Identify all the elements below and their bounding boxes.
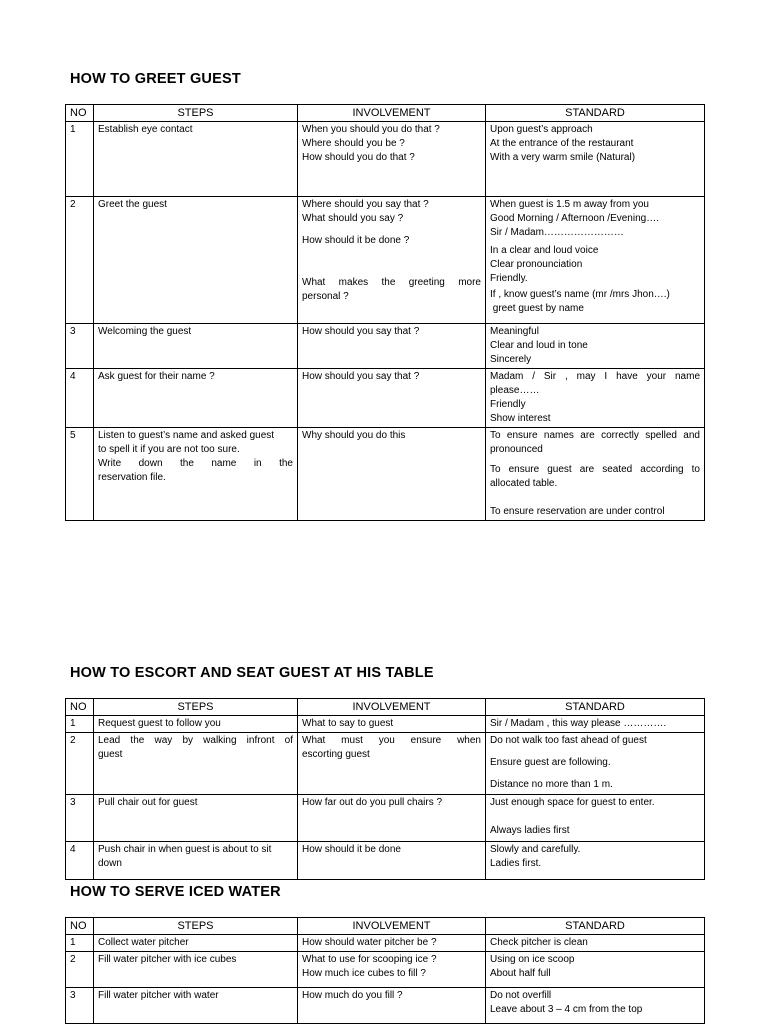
table-row bbox=[66, 952, 705, 988]
table-row bbox=[66, 988, 705, 1024]
row-standard: Madam / Sir , may I have your name please…… Friendly Show interest bbox=[486, 369, 705, 428]
table-row bbox=[66, 842, 705, 880]
row-involvement: How should you say that ? bbox=[298, 324, 486, 369]
row-involvement: How far out do you pull chairs ? bbox=[298, 795, 486, 842]
row-standard: Meaningful Clear and loud in tone Sincerely bbox=[486, 324, 705, 369]
row-no: 4 bbox=[66, 369, 94, 428]
row-involvement: Where should you say that ? What should you say ? How should it be done ? What makes the greeting more personal ? bbox=[298, 197, 486, 324]
iced-water-table bbox=[65, 917, 705, 1024]
escort-guest-table bbox=[65, 698, 705, 880]
row-no: 4 bbox=[66, 842, 94, 880]
row-steps: Collect water pitcher bbox=[94, 935, 298, 952]
section-title-escort-guest: HOW TO ESCORT AND SEAT GUEST AT HIS TABLE bbox=[70, 665, 434, 681]
row-involvement: What must you ensure when escorting guest bbox=[298, 733, 486, 795]
header-standard: STANDARD bbox=[486, 699, 705, 716]
row-steps: Greet the guest bbox=[94, 197, 298, 324]
header-involvement: INVOLVEMENT bbox=[298, 105, 486, 122]
row-involvement: When you should you do that ? Where should you be ? How should you do that ? bbox=[298, 122, 486, 197]
row-no: 1 bbox=[66, 716, 94, 733]
greet-guest-table bbox=[65, 104, 705, 521]
row-standard: Check pitcher is clean bbox=[486, 935, 705, 952]
row-steps: Lead the way by walking infront of guest bbox=[94, 733, 298, 795]
row-standard: Upon guest’s approach At the entrance of the restaurant With a very warm smile (Natural) bbox=[486, 122, 705, 197]
row-no: 5 bbox=[66, 428, 94, 521]
row-standard: Just enough space for guest to enter. Always ladies first bbox=[486, 795, 705, 842]
row-involvement: Why should you do this bbox=[298, 428, 486, 521]
row-no: 2 bbox=[66, 952, 94, 988]
row-involvement: What to use for scooping ice ? How much ice cubes to fill ? bbox=[298, 952, 486, 988]
table-header-row bbox=[66, 105, 705, 122]
row-steps: Request guest to follow you bbox=[94, 716, 298, 733]
row-steps: Fill water pitcher with water bbox=[94, 988, 298, 1024]
row-steps: Ask guest for their name ? bbox=[94, 369, 298, 428]
table-row bbox=[66, 197, 705, 324]
section-title-iced-water: HOW TO SERVE ICED WATER bbox=[70, 884, 281, 900]
header-no: NO bbox=[66, 918, 94, 935]
table-header-row bbox=[66, 699, 705, 716]
table-row bbox=[66, 369, 705, 428]
row-standard: Do not walk too fast ahead of guest Ensure guest are following. Distance no more than 1 m. bbox=[486, 733, 705, 795]
row-standard: When guest is 1.5 m away from you Good Morning / Afternoon /Evening…. Sir / Madam…………………… In a clear and loud voice Clear pronounciation Friendly. If , know guest’s name (mr /mrs Jhon….) greet guest by name bbox=[486, 197, 705, 324]
header-standard: STANDARD bbox=[486, 105, 705, 122]
row-no: 3 bbox=[66, 324, 94, 369]
row-steps: Push chair in when guest is about to sit down bbox=[94, 842, 298, 880]
section-title-greet-guest: HOW TO GREET GUEST bbox=[70, 71, 241, 87]
row-standard: Slowly and carefully. Ladies first. bbox=[486, 842, 705, 880]
row-no: 2 bbox=[66, 733, 94, 795]
header-steps: STEPS bbox=[94, 105, 298, 122]
row-steps: Establish eye contact bbox=[94, 122, 298, 197]
row-involvement: How should you say that ? bbox=[298, 369, 486, 428]
header-no: NO bbox=[66, 699, 94, 716]
row-standard: Using on ice scoop About half full bbox=[486, 952, 705, 988]
header-involvement: INVOLVEMENT bbox=[298, 918, 486, 935]
row-steps: Listen to guest’s name and asked guest to spell it if you are not too sure. Write down the name in the reservation file. bbox=[94, 428, 298, 521]
table-row bbox=[66, 122, 705, 197]
row-steps: Pull chair out for guest bbox=[94, 795, 298, 842]
table-row bbox=[66, 428, 705, 521]
row-involvement: How should water pitcher be ? bbox=[298, 935, 486, 952]
row-steps: Fill water pitcher with ice cubes bbox=[94, 952, 298, 988]
row-no: 3 bbox=[66, 988, 94, 1024]
row-no: 1 bbox=[66, 935, 94, 952]
row-involvement: How much do you fill ? bbox=[298, 988, 486, 1024]
row-no: 3 bbox=[66, 795, 94, 842]
row-standard: To ensure names are correctly spelled and pronounced To ensure guest are seated according to allocated table. To ensure reservation are under control bbox=[486, 428, 705, 521]
row-steps: Welcoming the guest bbox=[94, 324, 298, 369]
row-no: 2 bbox=[66, 197, 94, 324]
table-row bbox=[66, 935, 705, 952]
row-involvement: What to say to guest bbox=[298, 716, 486, 733]
header-steps: STEPS bbox=[94, 918, 298, 935]
table-row bbox=[66, 324, 705, 369]
row-no: 1 bbox=[66, 122, 94, 197]
header-involvement: INVOLVEMENT bbox=[298, 699, 486, 716]
table-header-row bbox=[66, 918, 705, 935]
table-row bbox=[66, 733, 705, 795]
header-standard: STANDARD bbox=[486, 918, 705, 935]
table-row bbox=[66, 795, 705, 842]
table-row bbox=[66, 716, 705, 733]
row-standard: Sir / Madam , this way please …………. bbox=[486, 716, 705, 733]
header-no: NO bbox=[66, 105, 94, 122]
row-involvement: How should it be done bbox=[298, 842, 486, 880]
row-standard: Do not overfill Leave about 3 – 4 cm from the top bbox=[486, 988, 705, 1024]
header-steps: STEPS bbox=[94, 699, 298, 716]
